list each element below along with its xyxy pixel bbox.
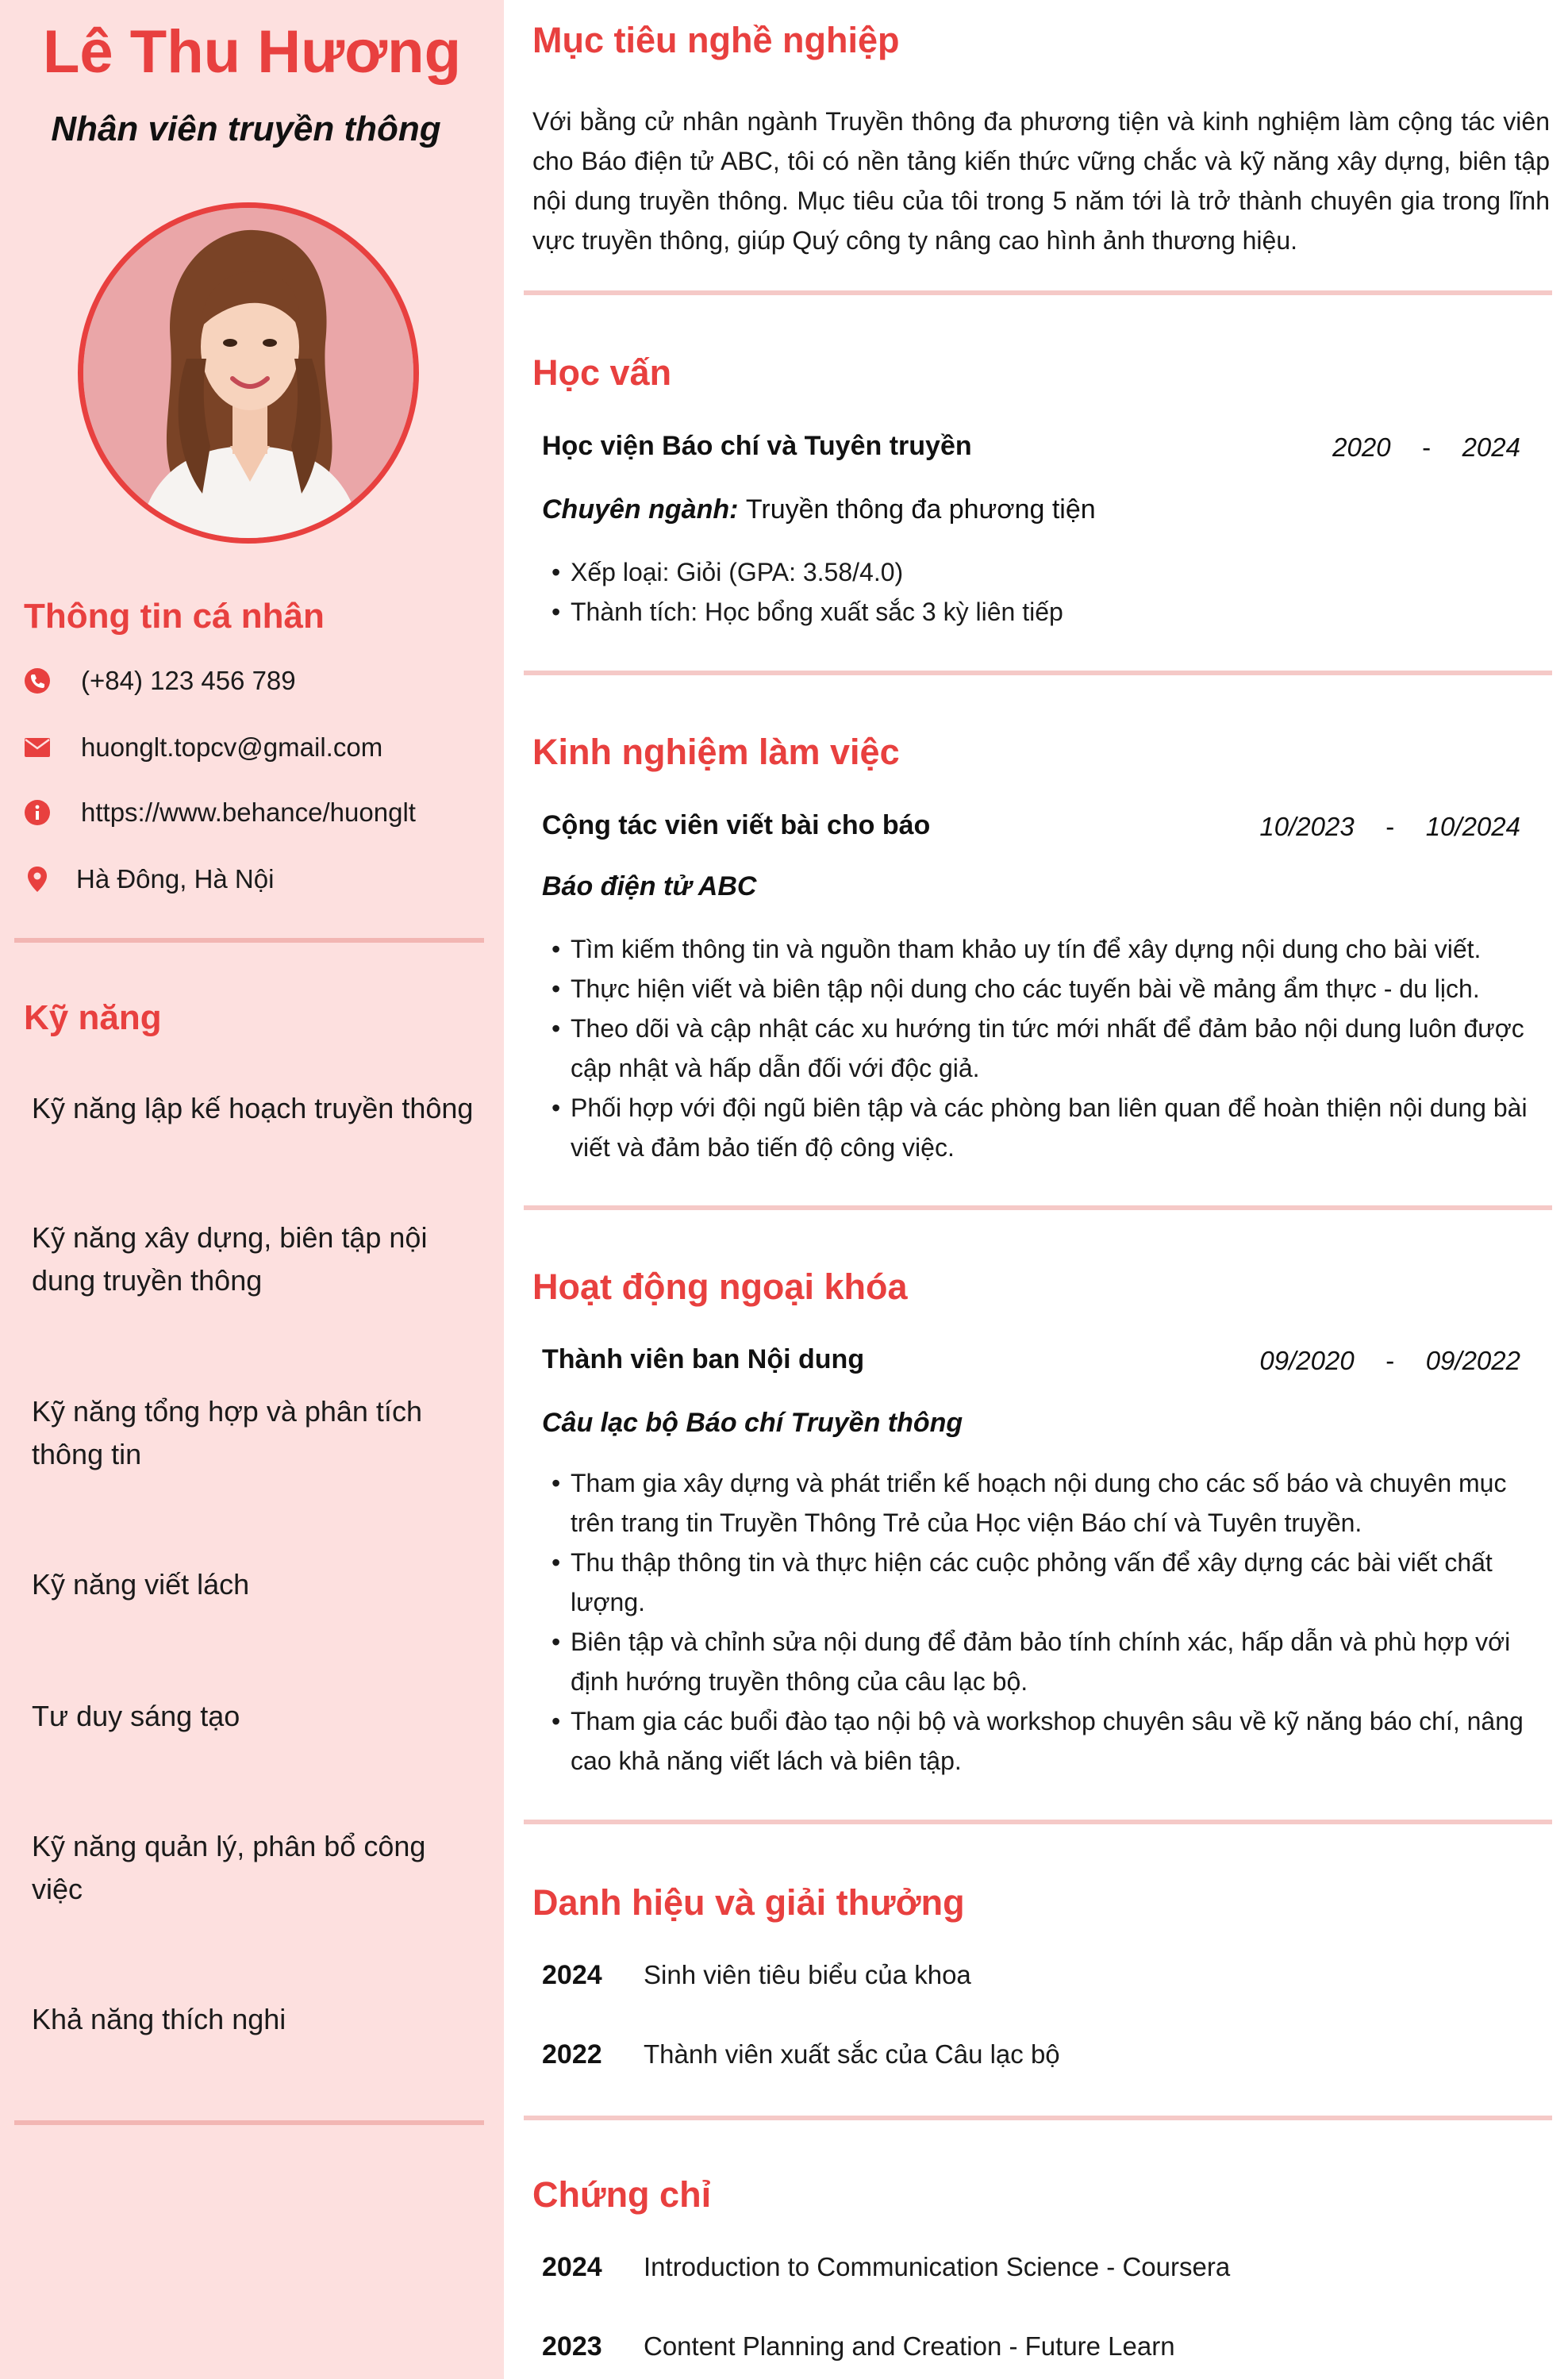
education-major-value: Truyền thông đa phương tiện [745,494,1096,525]
section-divider [524,2116,1552,2120]
activities-start: 09/2020 [1259,1346,1355,1375]
activities-heading: Hoạt động ngoại khóa [532,1266,908,1307]
section-divider [524,1820,1552,1824]
activities-title: Thành viên ban Nội dung [542,1344,865,1374]
phone-icon [24,667,51,694]
skill-item: Tư duy sáng tạo [32,1700,240,1732]
portrait-photo [83,208,413,538]
education-start: 2020 [1332,432,1391,462]
experience-start: 10/2023 [1259,812,1355,841]
list-item: • Thực hiện viết và biên tập nội dung cho các tuyến bài về mảng ẩm thực - du lịch. [551,969,1551,1009]
experience-dates: 10/2023 - 10/2024 [1259,812,1520,841]
activities-org: Câu lạc bộ Báo chí Truyền thông [542,1408,963,1438]
sidebar-divider [14,938,484,943]
contact-phone-text: (+84) 123 456 789 [81,666,296,695]
list-item: • Biên tập và chỉnh sửa nội dung để đảm bảo tính chính xác, hấp dẫn và phù hợp với định hướng truyền thông của câu lạc bộ. [551,1622,1551,1701]
award-item [542,2039,1550,2070]
certificate-text: Content Planning and Creation - Future Learn [644,2331,1175,2361]
candidate-name: Lê Thu Hương [43,18,461,86]
list-item: • Phối hợp với đội ngũ biên tập và các phòng ban liên quan để hoàn thiện nội dung bài viết và đảm bảo tiến độ công việc. [551,1088,1551,1167]
experience-title: Cộng tác viên viết bài cho báo [542,810,931,840]
education-bullets [551,552,1551,632]
certificate-item [542,2252,1550,2283]
contact-email-text: huonglt.topcv@gmail.com [81,732,383,762]
objective-heading: Mục tiêu nghề nghiệp [532,20,900,60]
sidebar [0,0,504,2379]
award-year: 2024 [542,1960,602,1990]
certificate-year: 2023 [542,2331,602,2362]
award-year: 2022 [542,2039,602,2070]
education-major [542,494,1096,525]
activities-bullets [551,1463,1551,1781]
list-item: • Thành tích: Học bổng xuất sắc 3 kỳ liên tiếp [551,592,1551,632]
contact-phone[interactable] [24,665,492,697]
skill-item: Kỹ năng quản lý, phân bổ công việc [32,1830,426,1905]
skill-item: Kỹ năng lập kế hoạch truyền thông [32,1092,474,1124]
contact-address-text: Hà Đông, Hà Nội [76,864,275,894]
education-heading: Học vấn [532,352,672,393]
contact-website-text: https://www.behance/huonglt [81,797,416,827]
job-title: Nhân viên truyền thông [51,110,441,148]
location-pin-icon [24,866,51,893]
contact-heading: Thông tin cá nhân [24,597,325,636]
certificate-year: 2024 [542,2252,602,2282]
avatar [78,202,419,544]
list-item: • Tham gia xây dựng và phát triển kế hoạch nội dung cho các số báo và chuyên mục trên trang tin Truyền Thông Trẻ của Học viện Báo chí và Tuyên truyền. [551,1463,1551,1543]
activities-end: 09/2022 [1425,1346,1520,1375]
list-item: • Xếp loại: Giỏi (GPA: 3.58/4.0) [551,552,1551,592]
awards-heading: Danh hiệu và giải thưởng [532,1882,965,1923]
main-content [504,0,1568,2379]
experience-end: 10/2024 [1425,812,1520,841]
skill-item: Kỹ năng xây dựng, biên tập nội dung truyền thông [32,1221,428,1297]
certificate-item [542,2331,1550,2362]
contact-website[interactable] [24,797,492,828]
skills-heading: Kỹ năng [24,998,162,1037]
education-school: Học viện Báo chí và Tuyên truyền [542,431,972,461]
objective-text: Với bằng cử nhân ngành Truyền thông đa phương tiện và kinh nghiệm làm cộng tác viên cho Báo điện tử ABC, tôi có nền tảng kiến thức vững chắc và kỹ năng xây dựng, biên tập nội dung truyền thông. Mục tiêu của tôi trong 5 năm tới là trở thành chuyên gia trong lĩnh vực truyền thông, giúp Quý công ty nâng cao hình ảnh thương hiệu. [532,107,1550,255]
mail-icon [24,734,51,761]
contact-address [24,863,492,895]
list-item: • Thu thập thông tin và thực hiện các cuộc phỏng vấn để xây dựng các bài viết chất lượng. [551,1543,1551,1622]
skill-item: Kỹ năng tổng hợp và phân tích thông tin [32,1395,422,1470]
list-item: • Tìm kiếm thông tin và nguồn tham khảo uy tín để xây dựng nội dung cho bài viết. [551,929,1551,969]
info-icon [24,799,51,826]
award-text: Thành viên xuất sắc của Câu lạc bộ [644,2039,1060,2069]
sidebar-divider [14,2120,484,2125]
skill-item: Khả năng thích nghi [32,2003,286,2035]
education-major-label: Chuyên ngành: [542,494,739,525]
education-end: 2024 [1462,432,1520,462]
experience-org: Báo điện tử ABC [542,871,757,901]
section-divider [524,671,1552,675]
contact-email[interactable] [24,732,492,763]
section-divider [524,290,1552,295]
certificate-text: Introduction to Communication Science - Coursera [644,2252,1231,2281]
experience-heading: Kinh nghiệm làm việc [532,732,900,772]
award-text: Sinh viên tiêu biểu của khoa [644,1960,971,1989]
section-divider [524,1205,1552,1210]
activities-dates: 09/2020 - 09/2022 [1259,1346,1520,1375]
experience-bullets [551,929,1551,1167]
education-dates: 2020 - 2024 [1332,432,1520,462]
list-item: • Tham gia các buổi đào tạo nội bộ và workshop chuyên sâu về kỹ năng báo chí, nâng cao khả năng viết lách và biên tập. [551,1701,1551,1781]
skill-item: Kỹ năng viết lách [32,1568,250,1601]
award-item [542,1960,1550,1991]
list-item: • Theo dõi và cập nhật các xu hướng tin tức mới nhất để đảm bảo nội dung luôn được cập nhật và hấp dẫn đối với độc giả. [551,1009,1551,1088]
certificates-heading: Chứng chỉ [532,2174,712,2215]
